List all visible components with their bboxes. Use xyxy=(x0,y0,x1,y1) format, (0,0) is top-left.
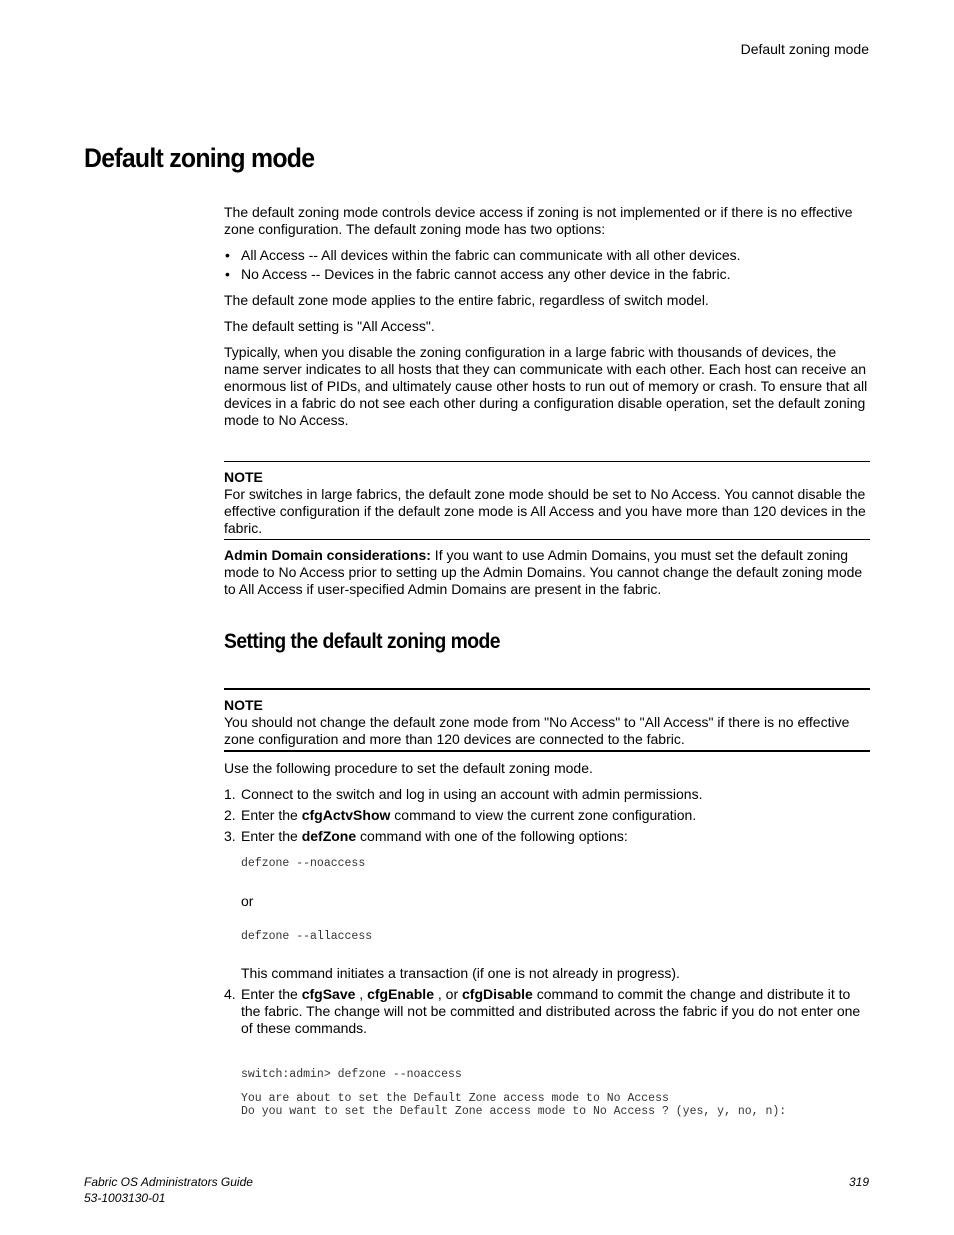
step-text-pre: Enter the xyxy=(241,807,302,823)
command-name: cfgSave xyxy=(301,986,356,1002)
intro-paragraph: The default zoning mode controls device access if zoning is not implemented or if there is no effective zone configuration. The default zoning mode has two options: xyxy=(224,204,853,237)
note-bottom-rule xyxy=(224,750,870,752)
step-text-post: command to commit the change and distribute it to the fabric. The change will not be committed and distributed across the fabric if you do not enter one of these commands. xyxy=(241,986,861,1036)
step-text xyxy=(241,828,870,845)
command-name: defZone xyxy=(301,828,357,844)
command-name: cfgDisable xyxy=(462,986,533,1002)
procedure-step xyxy=(224,786,870,803)
code-snippet-allaccess: defzone --allaccess xyxy=(241,930,373,943)
admin-domain-paragraph xyxy=(224,547,870,598)
or-text: or xyxy=(241,893,254,909)
list-item xyxy=(224,266,870,283)
note-title: NOTE xyxy=(224,469,263,485)
code-example-line: You are about to set the Default Zone access mode to No Access xyxy=(241,1092,669,1105)
procedure-step xyxy=(224,986,870,1037)
step-number: 4. xyxy=(224,986,236,1002)
note-text: You should not change the default zone mode from "No Access" to "All Access" if there is no effective zone configuration and more than 120 devices are connected to the fabric. xyxy=(224,714,850,747)
step-number: 2. xyxy=(224,807,236,823)
transaction-note: This command initiates a transaction (if one is not already in progress). xyxy=(241,965,680,981)
paragraph-default-setting: The default setting is "All Access". xyxy=(224,318,435,334)
command-name: cfgEnable xyxy=(367,986,434,1002)
step-number: 3. xyxy=(224,828,236,844)
bullet-symbol: • xyxy=(225,247,230,263)
code-example-line: switch:admin> defzone --noaccess xyxy=(241,1068,462,1081)
footer-page-number: 319 xyxy=(848,1175,869,1189)
step-text-separator: , or xyxy=(433,986,462,1002)
code-example-line: Do you want to set the Default Zone access mode to No Access ? (yes, y, no, n): xyxy=(241,1105,787,1118)
bullet-symbol: • xyxy=(225,266,230,282)
note-title: NOTE xyxy=(224,697,263,713)
running-header: Default zoning mode xyxy=(740,41,869,57)
command-name: cfgActvShow xyxy=(301,807,391,823)
step-number: 1. xyxy=(224,786,236,802)
admin-domain-label: Admin Domain considerations: xyxy=(224,547,431,563)
step-text-post: command to view the current zone configuration. xyxy=(390,807,697,823)
note-top-rule xyxy=(224,688,870,690)
footer-guide-title: Fabric OS Administrators Guide xyxy=(84,1175,253,1189)
bullet-text: No Access -- Devices in the fabric cannot access any other device in the fabric. xyxy=(241,266,731,282)
paragraph-typically: Typically, when you disable the zoning configuration in a large fabric with thousands of devices, the name server indicates to all hosts that they can communicate with each other. Each host can receive an enormous list of PIDs, and ultimately cause other hosts to run out of memory or crash. To ensure that all devices in a fabric do not see each other during a configuration disable operation, set the default zoning mode to No Access. xyxy=(224,344,868,428)
note-text: For switches in large fabrics, the default zone mode should be set to No Access. You cannot disable the effective configuration if the default zone mode is All Access and you have more than 120 devices in the fabric. xyxy=(224,486,866,536)
step-text xyxy=(241,807,870,824)
procedure-step xyxy=(224,807,870,824)
step-text-post: command with one of the following options: xyxy=(356,828,628,844)
list-item xyxy=(224,247,870,264)
step-text: Connect to the switch and log in using an account with admin permissions. xyxy=(241,786,703,802)
note-bottom-rule xyxy=(224,539,870,540)
step-text-separator: , xyxy=(355,986,368,1002)
procedure-intro: Use the following procedure to set the default zoning mode. xyxy=(224,760,593,776)
footer-doc-number: 53-1003130-01 xyxy=(84,1191,166,1205)
paragraph-applies: The default zone mode applies to the entire fabric, regardless of switch model. xyxy=(224,292,709,308)
bullet-text: All Access -- All devices within the fabric can communicate with all other devices. xyxy=(241,247,741,263)
step-text-pre: Enter the xyxy=(241,828,302,844)
note-top-rule xyxy=(224,461,870,462)
section-title: Default zoning mode xyxy=(84,143,315,173)
step-text-pre: Enter the xyxy=(241,986,302,1002)
subsection-title: Setting the default zoning mode xyxy=(224,630,500,653)
procedure-step xyxy=(224,828,870,845)
step-text xyxy=(241,986,870,1037)
admin-domain-text: If you want to use Admin Domains, you must set the default zoning mode to No Access prior to setting up the Admin Domains. You cannot change the default zoning mode to All Access if user-specified Admin Domains are present in the fabric. xyxy=(224,547,863,597)
code-snippet-noaccess: defzone --noaccess xyxy=(241,857,366,870)
